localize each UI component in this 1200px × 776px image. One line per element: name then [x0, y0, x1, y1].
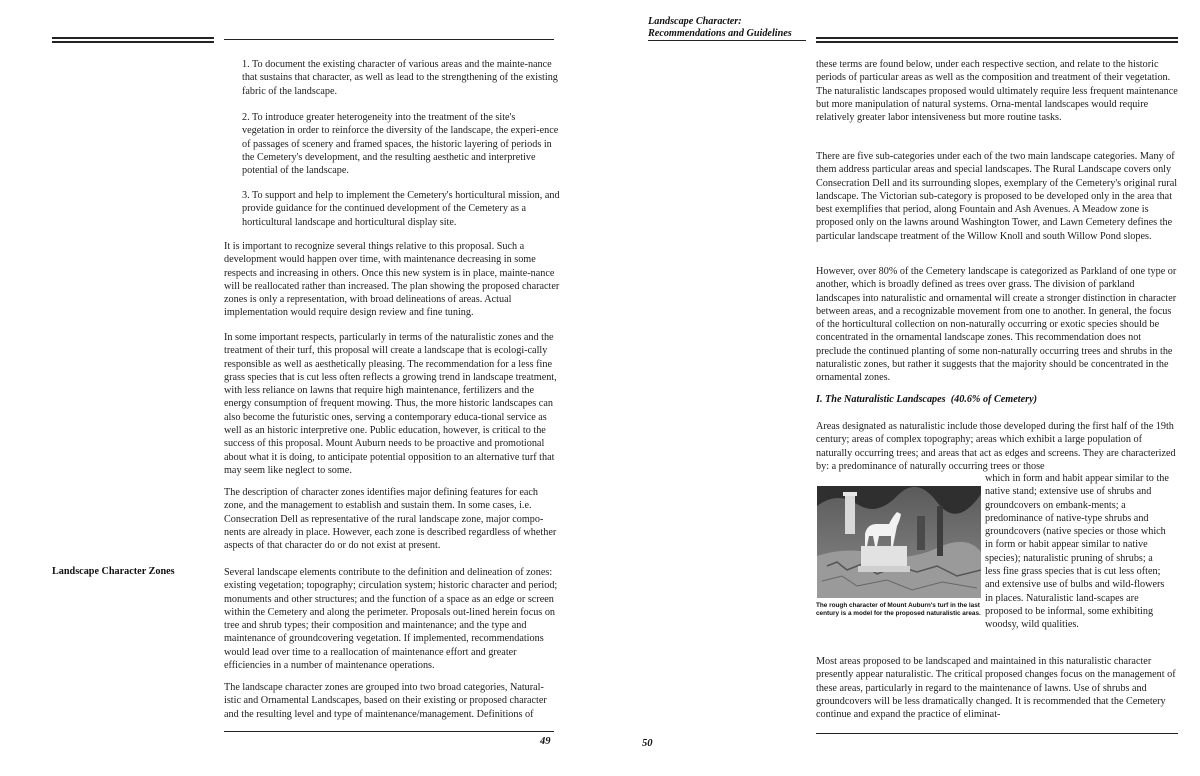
horse-statue-illustration — [817, 486, 981, 598]
footer-rule — [816, 733, 1178, 734]
paragraph-landscape-elements: Several landscape elements contribute to the definition and delineation of zones: existing vegetation; topography; circulation system; historic character and period; monuments and other structures; and the function of a space as an edge or screen within the Cemetery and along the perimeter. Proposals out-lined herein focus on tree and shrub types; their composition and maintenance; and the type and maintenance of groundcovering vegetation. If implemented, recommendations would lead over time to a reallocation of maintenance effort and greater efficiencies in a number of maintenance operations. — [224, 567, 558, 672]
header-double-rule-top — [816, 37, 1178, 39]
section-heading-naturalistic: I. The Naturalistic Landscapes (40.6% of Cemetery) — [816, 394, 1037, 405]
paragraph-character-zones: The description of character zones identifies major defining features for each zone, and the management to establish and sustain them. In some cases, i.e. Consecration Dell as representative of the rural landscape zone, major compo-nents are already in place. However, each zone is described regardless of whether aspects of that character do or do not exist at present. — [224, 487, 557, 552]
paragraph-parkland: However, over 80% of the Cemetery landscape is categorized as Parkland of one type or another, which is broadly defined as trees over grass. The division of parkland landscapes into naturalistic and ornamental will create a stronger distinction in character between areas, and a recognizable movement from one to another. In general, the focus of the horticultural collection on non-naturally occurring or exotic species should be concentrated in the ornamental landscape zones. This recommendation does not preclude the continued planting of some non-naturally occurring trees and shrubs in the naturalistic zones, but rather it suggests that the majority should be concentrated in the ornamental zones. — [816, 266, 1177, 384]
paragraph-closing: Most areas proposed to be landscaped and maintained in this naturalistic character presently appear naturalistic. The critical proposed changes focus on the management of these areas, particularly in regard to the maintenance of lawns. Use of shrubs and groundcovers will be less dramatically changed. It is recommended that the Cemetery continue and expand the practice of eliminat- — [816, 656, 1176, 721]
header-double-rule-bottom — [816, 41, 1178, 43]
paragraph-two-categories: The landscape character zones are grouped into two broad categories, Natural-istic and Ornamental Landscapes, based on their existing or proposed character and the resulting level and type of maintenance/management. Definitions of — [224, 682, 547, 720]
photo-caption: The rough character of Mount Auburn's turf in the last century is a model for the proposed naturalistic areas. — [816, 602, 981, 617]
page-number: 49 — [540, 736, 551, 747]
list-item-3: 3. To support and help to implement the Cemetery's horticultural mission, and provide guidance for the continued development of the Cemetery as a horticultural landscape and horticultural display site. — [242, 190, 560, 228]
running-head-line1: Landscape Character: — [648, 16, 742, 27]
right-page — [600, 0, 1200, 776]
side-heading-landscape-character-zones: Landscape Character Zones — [52, 566, 175, 577]
header-rule — [224, 39, 554, 40]
paragraph-naturalistic-turf: In some important respects, particularly in terms of the naturalistic zones and the treatment of their turf, this proposal will create a landscape that is ecologi-cally responsible as well as aesthetically pleasing. The recommendation for a less fine grass species that is cut less often reflects a growing trend in landscape treatment, with less reliance on lawns that require high maintenance, fertilizers and the energy consumption of frequent mowing. Thus, the more historic landscapes can also become the futuristic ones, serving a contemporary educa-tional service as well as an historic interpretive one. Public education, however, is critical to the success of this proposal. Mount Auburn needs to be proactive and promotional about what it is doing, to anticipate potential opposition to an alternative turf that may seem like neglect to some. — [224, 332, 557, 476]
paragraph-naturalistic-wrap: which in form and habit appear similar to the native stand; extensive use of shrubs and groundcovers on embank-ments; a predominance of native-type shrubs and groundcovers (native species or those which in form or habit appear similar to native species); naturalistic pruning of shrubs; a less fine grass species that is cut less often; and extensive use of bulbs and wild-flowers in places. Naturalistic land-scapes are proposed to be informal, some exhibiting woodsy, wild qualities. — [985, 473, 1169, 631]
paragraph-definitions: these terms are found below, under each respective section, and relate to the historic periods of particular areas as well as the composition and treatment of their vegetation. The naturalistic landscapes proposed would ultimately require less frequent maintenance but more manipulation of natural systems. Orna-mental landscapes would require relatively greater labor intensiveness but more routine tasks. — [816, 59, 1178, 124]
header-double-rule-bottom — [52, 41, 214, 43]
footer-rule — [224, 731, 554, 732]
running-head-line2: Recommendations and Guidelines — [648, 28, 792, 39]
list-item-1: 1. To document the existing character of various areas and the mainte-nance that sustains that character, as well as lead to the strengthening of the existing fabric of the landscape. — [242, 59, 558, 97]
header-rule — [648, 40, 806, 41]
paragraph-recognize: It is important to recognize several things relative to this proposal. Such a development would happen over time, with maintenance decreasing in some respects and increasing in others. Once this new system is in place, mainte-nance will be reallocated rather than increased. The plan showing the proposed character zones is only a representation, with broad delineations of areas. Actual implementation would require design review and fine tuning. — [224, 241, 560, 319]
list-item-2: 2. To introduce greater heterogeneity into the treatment of the site's vegetation in order to reinforce the diversity of the landscape, the experi-ence of passages of scenery and framed spaces, the historic layering of periods in the Cemetery's development, and the resulting aesthetic and interpretive potential of the landscape. — [242, 112, 559, 177]
paragraph-sub-categories: There are five sub-categories under each of the two main landscape categories. Many of them address particular areas and special landscapes. The Rural Landscape covers only Consecration Dell and its surrounding slopes, exemplary of the Cemetery's original rural landscape. The Victorian sub-category is proposed to be developed only in the area that best exemplifies that period, along Fountain and Ash Avenues. A Meadow zone is proposed only on the lawns around Washington Tower, and Lawn Cemetery defines the particular landscape treatment of the Willow Knoll and south Willow Pond slopes. — [816, 151, 1178, 242]
header-double-rule-top — [52, 37, 214, 39]
page-number: 50 — [642, 738, 653, 749]
horse-statue-photo — [817, 486, 981, 598]
paragraph-naturalistic-intro: Areas designated as naturalistic include those developed during the first half of the 19th century; areas of complex topography; areas which exhibit a large population of naturally occurring trees; and areas that act as edges and screens. They are characterized by: a predominance of naturally occurring trees or those — [816, 421, 1176, 472]
